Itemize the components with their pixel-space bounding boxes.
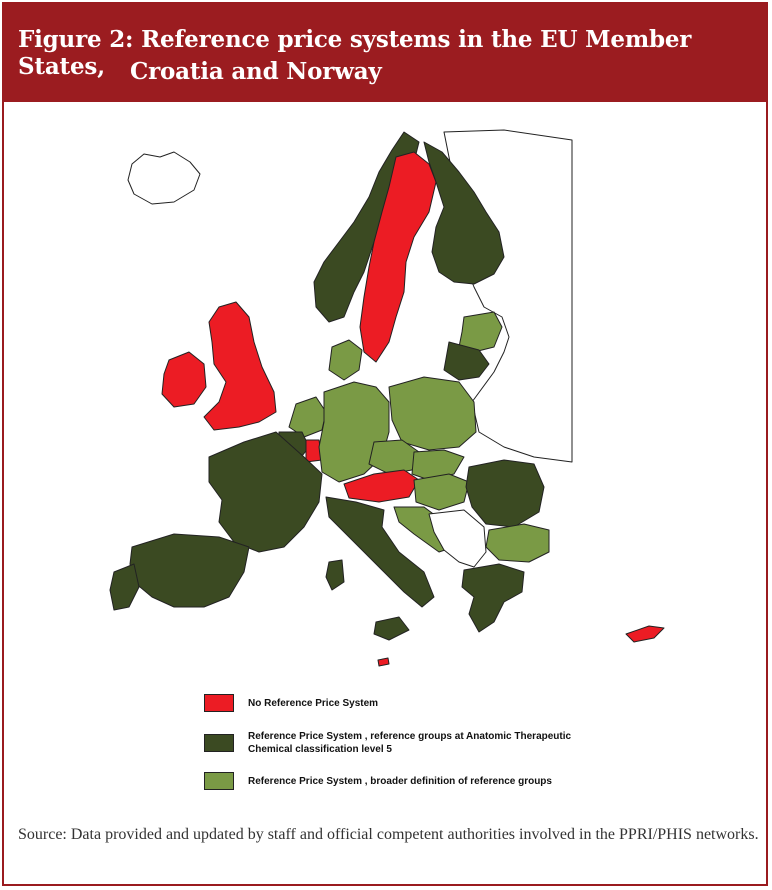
region-hungary [414, 474, 469, 510]
region-malta [378, 658, 389, 666]
legend-swatch-atc5 [204, 734, 234, 752]
region-poland [389, 377, 476, 450]
region-sweden [360, 152, 436, 362]
figure-frame [2, 2, 768, 886]
legend-label-atc5: Reference Price System , reference groups at Anatomic Therapeutic Chemical classification level 5 [248, 731, 572, 755]
legend-swatch-no-reference [204, 694, 234, 712]
figure-title-line2: Croatia and Norway [130, 58, 382, 85]
region-romania [466, 460, 544, 527]
region-sicily [374, 617, 409, 640]
region-denmark [329, 340, 362, 380]
legend-label-no-reference: No Reference Price System [248, 698, 379, 709]
region-uk [204, 302, 276, 430]
region-balkans [429, 510, 486, 567]
region-greece [462, 564, 524, 632]
figure-source-note: Source: Data provided and updated by staff and official competent authorities involved in the PPRI/PHIS networks. [18, 826, 759, 843]
region-spain [130, 534, 249, 607]
legend-label-broader: Reference Price System , broader definition of reference groups [248, 776, 552, 787]
legend-swatch-broader [204, 772, 234, 790]
region-portugal [110, 564, 139, 610]
region-ireland [162, 352, 206, 407]
europe-map [4, 102, 766, 682]
figure-header [4, 4, 766, 102]
region-benelux [289, 397, 326, 437]
figure-title-line1: Figure 2: Reference price systems in the EU Member States, [18, 26, 692, 80]
region-cyprus [626, 626, 664, 642]
region-bulgaria [486, 524, 549, 562]
region-sardinia [326, 560, 344, 590]
region-iceland [128, 152, 200, 204]
